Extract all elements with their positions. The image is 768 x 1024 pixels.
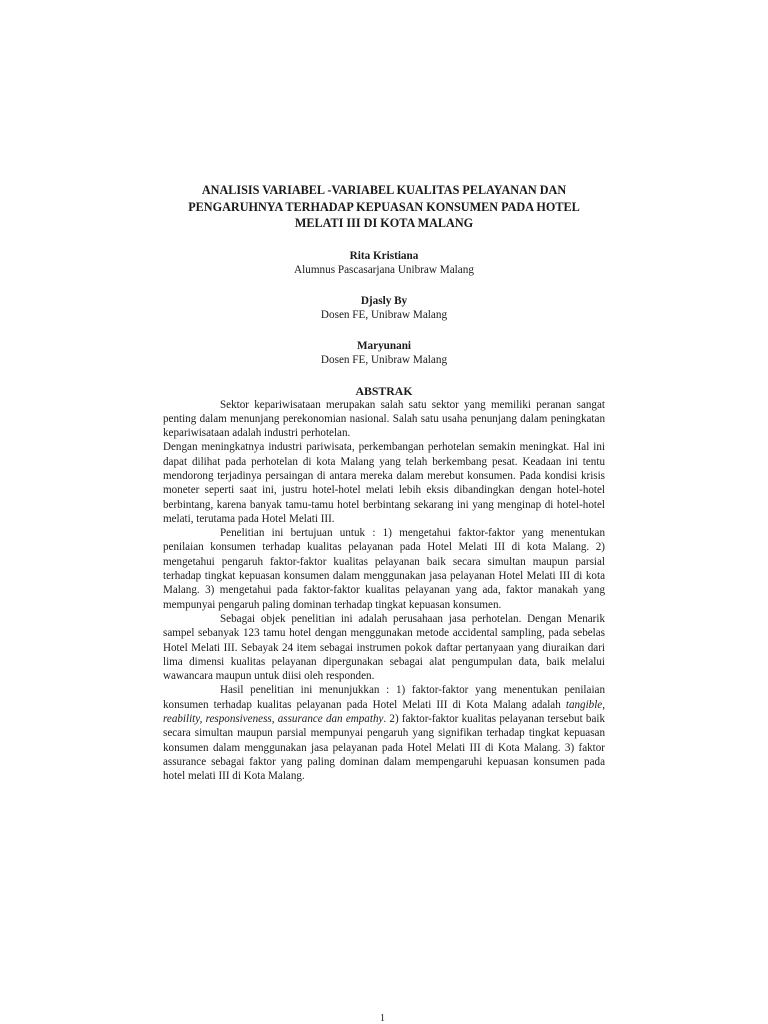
abstract-paragraph-4: Sebagai objek penelitian ini adalah perusahaan jasa perhotelan. Dengan Menarik sampel sebanyak 123 tamu hotel dengan menggunakan metode accidental sampling, pada sebelas Hotel Melati III. Sebayak 24 item sebagai instrumen pokok daftar pertanyaan yang diuraikan dari lima dimensi kualitas pelayanan dipergunakan sebagai alat pengumpulan data, baik melalui wawancara maupun untuk diisi oleh responden. bbox=[163, 612, 605, 683]
abstract-body bbox=[163, 398, 605, 784]
author-1 bbox=[163, 249, 605, 277]
abstract-paragraph-2: Dengan meningkatnya industri pariwisata, perkembangan perhotelan semakin meningkat. Hal ini dapat dilihat pada perhotelan di kota Malang yang telah berkembang pesat. Keadaan ini tentu mendorong terjadinya persaingan di antara mereka dalam merebut konsumen. Pada kondisi krisis moneter seperti saat ini, justru hotel-hotel melati lebih eksis dibandingkan dengan hotel-hotel berbintang, karena banyak tamu-tamu hotel berbintang sekarang ini yang menginap di hotel-hotel melati, terutama pada Hotel Melati III. bbox=[163, 441, 605, 525]
author-3 bbox=[163, 339, 605, 367]
abstract-paragraph-5 bbox=[163, 683, 605, 783]
author-affiliation: Dosen FE, Unibraw Malang bbox=[320, 308, 448, 321]
paper-page bbox=[163, 182, 605, 784]
author-affiliation: Alumnus Pascasarjana Unibraw Malang bbox=[294, 263, 474, 276]
service-dimensions-italic: tangible, reability, responsiveness, assurance dan empathy bbox=[163, 698, 605, 726]
abstract-paragraph-1: Sektor kepariwisataan merupakan salah satu sektor yang memiliki peranan sangat penting dalam menunjang perekonomian nasional. Salah satu usaha penunjang dalam peningkatan kepariwisataan adalah industri perhotelan. bbox=[163, 398, 605, 440]
author-2 bbox=[163, 294, 605, 322]
author-name: Djasly By bbox=[360, 294, 408, 307]
author-name: Rita Kristiana bbox=[349, 249, 419, 262]
abstract-heading: ABSTRAK bbox=[355, 383, 413, 398]
abstract-paragraph-3: Penelitian ini bertujuan untuk : 1) mengetahui faktor-faktor yang menentukan penilaian konsumen terhadap kualitas pelayanan pada Hotel Melati III di kota Malang. 2) mengetahui pengaruh faktor-faktor kualitas pelayanan baik secara simultan maupun parsial terhadap tingkat kepuasan konsumen dalam menggunakan jasa pelayanan Hotel Melati III di kota Malang. 3) mengetahui pada faktor-faktor kualitas pelayanan yang ada, faktor manakah yang mempunyai pengaruh paling dominan terhadap tingkat kepuasan konsumen. bbox=[163, 527, 605, 611]
abstract-paragraph-5-start: Hasil penelitian ini menunjukkan : 1) faktor-faktor yang menentukan penilaian konsumen terhadap kualitas pelayanan pada Hotel Melati III di Kota Malang adalah bbox=[163, 684, 605, 711]
paper-title: ANALISIS VARIABEL -VARIABEL KUALITAS PELAYANAN DAN PENGARUHNYA TERHADAP KEPUASAN KONSUMEN PADA HOTEL MELATI III DI KOTA MALANG bbox=[188, 183, 580, 230]
abstract-paragraph-5-end: . 2) faktor-faktor kualitas pelayanan tersebut baik secara simultan maupun parsial mempunyai pengaruh yang signifikan terhadap tingkat kepuasan konsumen dalam menggunakan jasa pelayanan pada Hotel Melati III di Kota Malang. 3) faktor assurance sebagai faktor yang paling dominan dalam mempengaruhi kepuasan konsumen pada hotel melati III di Kota Malang. bbox=[163, 713, 605, 783]
author-name: Maryunani bbox=[356, 339, 412, 352]
author-affiliation: Dosen FE, Unibraw Malang bbox=[320, 353, 448, 366]
page-number: 1 bbox=[380, 1013, 385, 1024]
